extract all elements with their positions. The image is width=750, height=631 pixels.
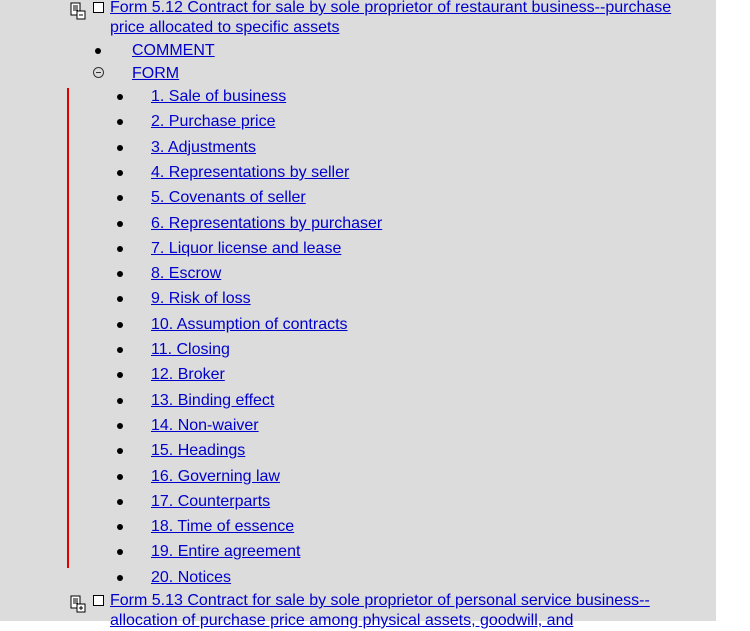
bullet	[117, 94, 123, 100]
bullet	[117, 398, 123, 404]
section-link[interactable]: 3. Adjustments	[151, 138, 256, 156]
section-link[interactable]: 20. Notices	[151, 568, 232, 586]
bullet	[117, 170, 123, 176]
bullet	[117, 322, 123, 328]
bullet	[117, 549, 123, 555]
form-5-13-title-link[interactable]: Form 5.13 Contract for sale by sole proprietor of personal service business--allocation of purchase price among physical assets, goodwill, and	[110, 592, 650, 629]
section-link[interactable]: 6. Representations by purchaser	[151, 214, 383, 232]
bullet	[117, 347, 123, 353]
bullet	[117, 372, 123, 378]
bullet	[117, 575, 123, 581]
document-collapse-icon[interactable]	[70, 2, 86, 20]
form-5-12-title-link[interactable]: Form 5.12 Contract for sale by sole proprietor of restaurant business--purchase price allocated to specific assets	[110, 0, 672, 36]
bullet	[117, 474, 123, 480]
bullet	[95, 48, 101, 54]
form-5-12-checkbox[interactable]	[93, 2, 104, 13]
section-link[interactable]: 2. Purchase price	[151, 113, 276, 131]
section-link[interactable]: 14. Non-waiver	[151, 416, 259, 434]
section-link[interactable]: 10. Assumption of contracts	[151, 315, 348, 333]
bullet	[117, 195, 123, 201]
section-link[interactable]: 13. Binding effect	[151, 391, 275, 409]
section-link[interactable]: 12. Broker	[151, 366, 225, 384]
form-link[interactable]: FORM	[132, 65, 180, 82]
bullet	[117, 448, 123, 454]
bullet	[117, 524, 123, 530]
section-link[interactable]: 15. Headings	[151, 442, 246, 460]
bullet	[117, 499, 123, 505]
section-link[interactable]: 4. Representations by seller	[151, 163, 350, 181]
comment-link[interactable]: COMMENT	[132, 42, 215, 59]
section-link[interactable]: 1. Sale of business	[151, 88, 287, 105]
section-link[interactable]: 16. Governing law	[151, 467, 280, 485]
bullet	[117, 423, 123, 429]
section-link[interactable]: 9. Risk of loss	[151, 290, 251, 308]
section-link[interactable]: 17. Counterparts	[151, 492, 271, 510]
section-link[interactable]: 18. Time of essence	[151, 518, 295, 536]
bullet	[117, 246, 123, 252]
red-vertical-line	[67, 88, 69, 568]
bullet	[117, 221, 123, 227]
section-link[interactable]: 8. Escrow	[151, 265, 222, 283]
form-5-13-row	[110, 591, 700, 631]
bullet	[117, 145, 123, 151]
bullet	[117, 271, 123, 277]
section-link[interactable]: 19. Entire agreement	[151, 543, 301, 561]
form-5-13-checkbox[interactable]	[93, 595, 104, 606]
bullet	[117, 296, 123, 302]
section-link[interactable]: 7. Liquor license and lease	[151, 239, 342, 257]
document-expand-icon[interactable]	[70, 595, 86, 613]
section-link[interactable]: 5. Covenants of seller	[151, 189, 306, 207]
collapse-toggle-icon[interactable]	[93, 67, 104, 78]
section-link[interactable]: 11. Closing	[151, 341, 230, 358]
form-5-12-row	[110, 0, 700, 38]
bullet	[117, 119, 123, 125]
